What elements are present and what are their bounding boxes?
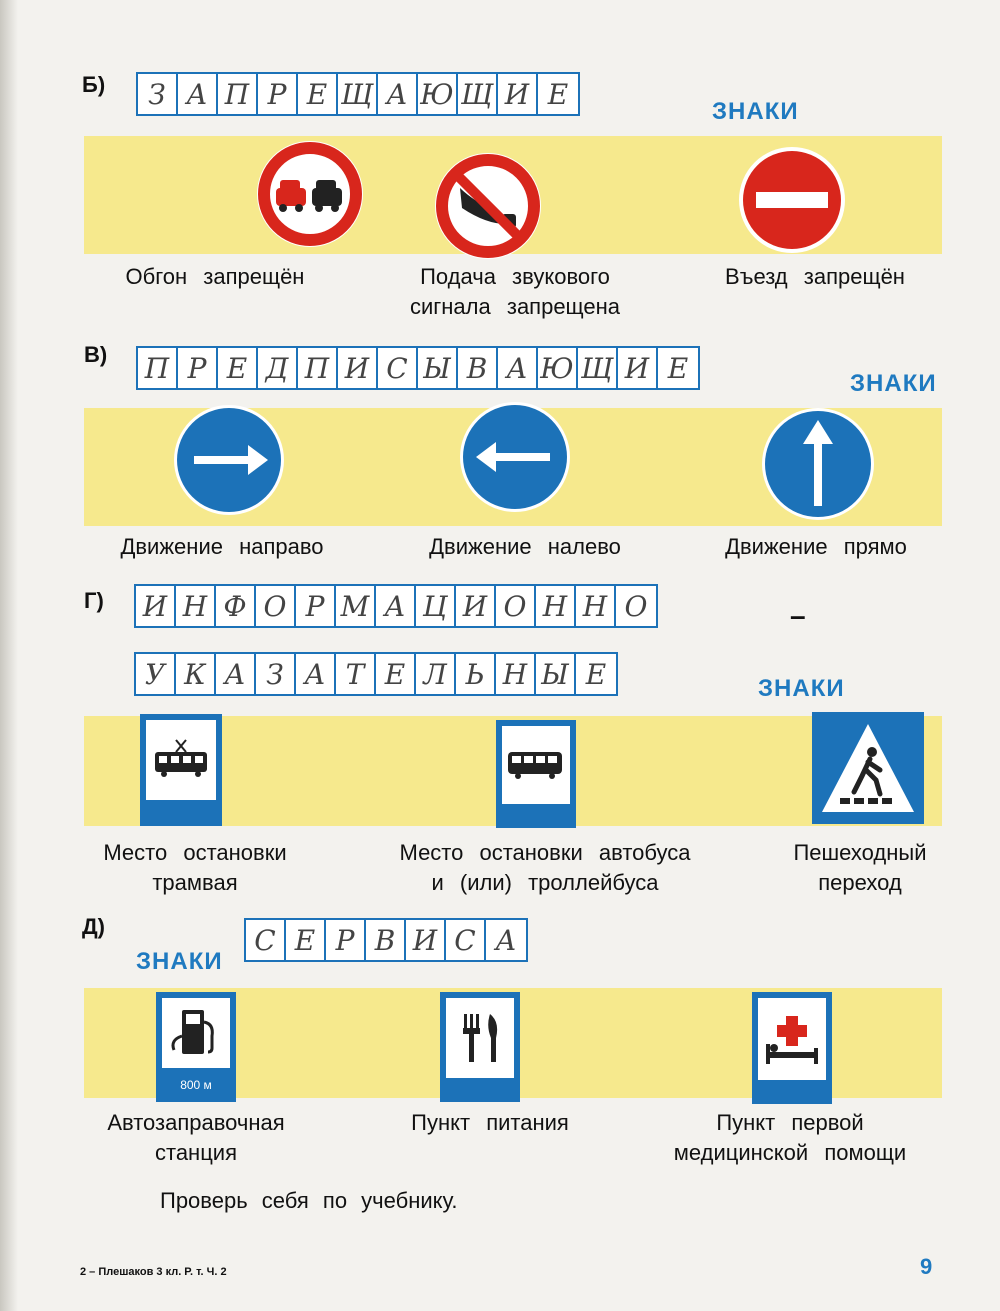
answer-letter-cell: И	[338, 348, 378, 388]
answer-letter-cell: Р	[178, 348, 218, 388]
answer-letter-cell: Ю	[538, 348, 578, 388]
caption-no-entry: Въезд запрещён	[725, 264, 905, 289]
answer-letter-cell: И	[456, 586, 496, 626]
hyphen-dash: –	[790, 600, 806, 631]
turn-left-sign-icon	[458, 400, 572, 514]
check-yourself-text: Проверь себя по учебнику.	[160, 1188, 458, 1213]
answer-letter-cell: Т	[336, 654, 376, 694]
answer-letter-cell: О	[624, 589, 648, 623]
caption-tram-stop: Место остановки трамвая	[103, 840, 287, 895]
gas-station-sign-icon	[156, 992, 236, 1102]
answer-letter-cell: Ю	[418, 74, 458, 114]
answer-letter-cell: Е	[376, 654, 416, 694]
first-aid-sign-icon	[752, 992, 832, 1104]
answer-letter-cell: З	[138, 74, 178, 114]
gas-station-distance: 800 м	[180, 1078, 212, 1092]
answer-letter-cell: И	[406, 920, 446, 960]
answer-letter-cell: Н	[576, 586, 616, 626]
section-v-znaki-label: ЗНАКИ	[850, 370, 937, 397]
section-d-answer-grid	[244, 918, 528, 962]
answer-letter-cell: П	[218, 74, 258, 114]
answer-letter-cell: Щ	[338, 74, 378, 114]
section-g-znaki-label: ЗНАКИ	[758, 675, 845, 702]
answer-letter-cell: Л	[416, 654, 456, 694]
answer-letter-cell: Ф	[216, 586, 256, 626]
answer-letter-cell: З	[256, 654, 296, 694]
answer-letter-cell: О	[256, 586, 296, 626]
tram-stop-sign-icon	[140, 714, 222, 826]
footer-text: 2 – Плешаков 3 кл. Р. т. Ч. 2	[80, 1266, 227, 1278]
answer-letter-cell: У	[136, 654, 176, 694]
section-g-answer-grid-2	[134, 652, 618, 696]
caption-food: Пункт питания	[411, 1110, 569, 1135]
section-d-letter: Д)	[82, 914, 105, 939]
answer-letter-cell: М	[336, 586, 376, 626]
caption-turn-left: Движение налево	[429, 534, 621, 559]
food-sign-icon	[440, 992, 520, 1102]
answer-letter-cell: Е	[286, 920, 326, 960]
pedestrian-crossing-sign-icon	[812, 712, 924, 824]
answer-letter-cell: Д	[258, 348, 298, 388]
section-b-znaki-label: ЗНАКИ	[712, 98, 799, 125]
straight-ahead-sign-icon	[760, 406, 876, 522]
page-number: 9	[920, 1254, 933, 1279]
caption-no-horn: Подача звукового сигнала запрещена	[409, 264, 621, 319]
caption-straight: Движение прямо	[725, 534, 907, 559]
answer-letter-cell: Ь	[456, 654, 496, 694]
answer-letter-cell: Е	[218, 348, 258, 388]
page-binding-shadow	[0, 0, 18, 1311]
answer-letter-cell: В	[366, 920, 406, 960]
answer-letter-cell: В	[458, 348, 498, 388]
answer-letter-cell: С	[246, 920, 286, 960]
answer-letter-cell: А	[498, 348, 538, 388]
answer-letter-cell: Н	[496, 654, 536, 694]
turn-right-sign-icon	[172, 403, 286, 517]
section-v-answer-grid	[136, 346, 700, 390]
answer-letter-cell: Щ	[578, 348, 618, 388]
answer-letter-cell: А	[216, 654, 256, 694]
section-d-znaki-label: ЗНАКИ	[136, 948, 223, 975]
answer-letter-cell: Р	[258, 74, 298, 114]
answer-letter-cell: Ц	[416, 586, 456, 626]
answer-letter-cell: Е	[298, 74, 338, 114]
no-horn-sign-icon	[432, 150, 544, 262]
answer-letter-cell: Р	[296, 586, 336, 626]
answer-letter-cell: Р	[326, 920, 366, 960]
caption-pedestrian-crossing: Пешеходный переход	[793, 840, 927, 895]
answer-letter-cell: С	[378, 348, 418, 388]
section-g-answer-grid-1	[134, 584, 658, 628]
section-b-answer-grid	[136, 72, 580, 116]
no-entry-sign-icon	[736, 144, 848, 256]
section-g-letter: Г)	[84, 588, 104, 613]
no-overtaking-sign-icon	[254, 138, 366, 250]
answer-letter-cell: О	[496, 586, 536, 626]
answer-letter-cell: С	[446, 920, 486, 960]
answer-letter-cell: А	[296, 654, 336, 694]
answer-letter-cell: Щ	[458, 74, 498, 114]
answer-letter-cell: А	[495, 923, 517, 957]
answer-letter-cell: И	[136, 586, 176, 626]
answer-letter-cell: П	[138, 348, 178, 388]
answer-letter-cell: А	[376, 586, 416, 626]
answer-letter-cell: Е	[667, 351, 689, 385]
answer-letter-cell: А	[378, 74, 418, 114]
answer-letter-cell: Е	[547, 77, 569, 111]
answer-letter-cell: Н	[176, 586, 216, 626]
answer-letter-cell: К	[176, 654, 216, 694]
section-v-letter: В)	[84, 342, 108, 367]
answer-letter-cell: П	[298, 348, 338, 388]
answer-letter-cell: И	[498, 74, 538, 114]
answer-letter-cell: А	[178, 74, 218, 114]
answer-letter-cell: И	[618, 348, 658, 388]
caption-first-aid: Пункт первой медицинской помощи	[673, 1110, 907, 1165]
caption-bus-stop: Место остановки автобуса и (или) троллейбуса	[399, 840, 691, 895]
section-b-letter: Б)	[82, 72, 106, 97]
answer-letter-cell: Ы	[536, 654, 576, 694]
caption-no-overtaking: Обгон запрещён	[125, 264, 305, 289]
bus-stop-sign-icon	[496, 720, 576, 828]
caption-gas-station: Автозаправочная станция	[107, 1110, 285, 1165]
answer-letter-cell: Н	[536, 586, 576, 626]
answer-letter-cell: Ы	[418, 348, 458, 388]
answer-letter-cell: Е	[585, 657, 607, 691]
caption-turn-right: Движение направо	[120, 534, 324, 559]
